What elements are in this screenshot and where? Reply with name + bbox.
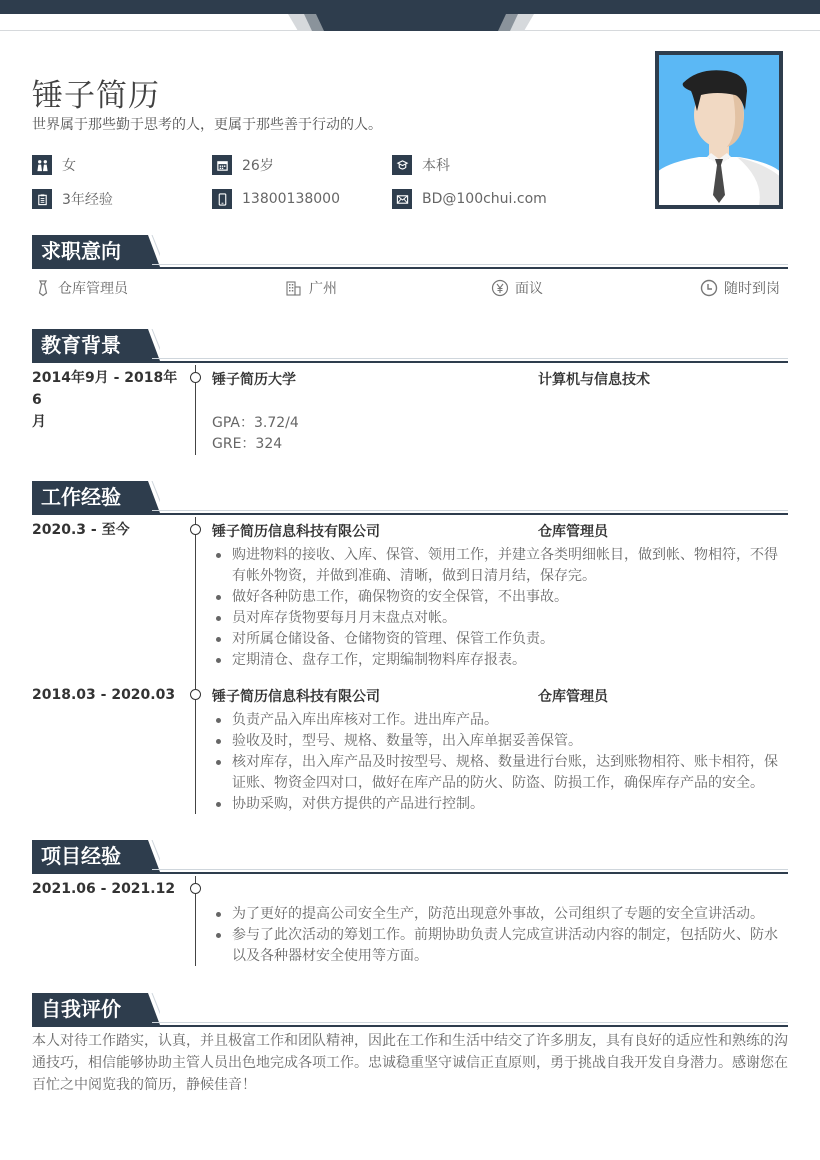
company-name: 锤子简历信息科技有限公司 (212, 689, 380, 705)
city-value: 广州 (309, 281, 337, 297)
timeline-dot (190, 372, 201, 383)
divider-dark (32, 1025, 788, 1027)
list-item: 定期清仓、盘存工作，定期编制物料库存报表。 (212, 650, 788, 671)
timeline-line (195, 517, 196, 814)
divider-light (152, 1022, 788, 1023)
graduation-cap-icon (392, 155, 412, 175)
project-date: 2021.06 - 2021.12 (32, 881, 176, 897)
section-title: 工作经验 (32, 481, 140, 513)
tab-slant (140, 235, 160, 267)
section-header-project (32, 840, 788, 876)
position-value: 仓库管理员 (58, 281, 128, 297)
divider-light (152, 869, 788, 870)
list-item: 员对库存货物要每月月末盘点对帐。 (212, 608, 788, 629)
list-item: 验收及时，型号、规格、数量等，出入库单据妥善保管。 (212, 731, 788, 752)
clipboard-icon (32, 189, 52, 209)
section-title: 项目经验 (32, 840, 140, 872)
list-item: 参与了此次活动的筹划工作。前期协助负责人完成宣讲活动内容的制定，包括防火、防水以及各种器材安全使用等方面。 (212, 925, 788, 967)
section-title: 自我评价 (32, 993, 140, 1025)
gre: GRE：324 (212, 436, 283, 452)
info-email (392, 189, 547, 209)
salary-value: 面议 (515, 281, 543, 297)
section-header-work (32, 481, 788, 517)
section-header-intent (32, 235, 788, 271)
degree-value: 本科 (422, 158, 450, 174)
divider-dark (32, 267, 788, 269)
timeline-dot (190, 524, 201, 535)
section-title: 求职意向 (32, 235, 140, 267)
resume-name: 锤子简历 (32, 78, 160, 114)
envelope-icon (392, 189, 412, 209)
list-item: 负责产品入库出库核对工作。进出库产品。 (212, 710, 788, 731)
yuan-icon (491, 279, 509, 297)
calendar-icon (212, 155, 232, 175)
profile-photo (655, 51, 783, 209)
list-item: 做好各种防患工作，确保物资的安全保管，不出事故。 (212, 587, 788, 608)
age-value: 26岁 (242, 158, 274, 174)
divider-light (152, 264, 788, 265)
work-duties-2 (212, 710, 788, 815)
school-name: 锤子简历大学 (212, 372, 296, 388)
job-role: 仓库管理员 (538, 689, 608, 705)
email-value: BD@100chui.com (422, 191, 547, 207)
divider-light (152, 358, 788, 359)
job-role: 仓库管理员 (538, 524, 608, 540)
major-name: 计算机与信息技术 (538, 372, 650, 388)
divider-dark (32, 361, 788, 363)
info-degree (392, 155, 450, 175)
timeline-dot (190, 689, 201, 700)
project-details (212, 904, 788, 967)
date-line-2: 月 (32, 414, 46, 430)
info-age (212, 155, 274, 175)
timeline-dot (190, 883, 201, 894)
gpa: GPA：3.72/4 (212, 415, 299, 431)
info-phone (212, 189, 340, 209)
work-duties-1 (212, 545, 788, 671)
tie-icon (34, 279, 52, 297)
intent-position (34, 278, 128, 298)
motto: 世界属于那些勤于思考的人，更属于那些善于行动的人。 (32, 117, 382, 133)
phone-icon (212, 189, 232, 209)
tab-slant (140, 840, 160, 872)
divider-dark (32, 513, 788, 515)
section-header-education (32, 329, 788, 365)
availability-value: 随时到岗 (724, 281, 780, 297)
list-item: 对所属仓储设备、仓储物资的管理、保管工作负责。 (212, 629, 788, 650)
work-date-1: 2020.3 - 至今 (32, 522, 130, 538)
intent-city (285, 278, 337, 298)
education-date (32, 367, 182, 433)
list-item: 购进物料的接收、入库、保管、领用工作，并建立各类明细帐目，做到帐、物相符，不得有帐外物资，并做到准确、清晰，做到日清月结，保存完。 (212, 545, 788, 587)
intent-salary (491, 278, 543, 298)
top-banner-tab (0, 0, 820, 32)
info-experience (32, 189, 113, 209)
tab-slant (140, 481, 160, 513)
work-date-2: 2018.03 - 2020.03 (32, 687, 176, 703)
experience-value: 3年经验 (62, 192, 113, 208)
phone-value: 13800138000 (242, 191, 340, 207)
clock-icon (700, 279, 718, 297)
list-item: 协助采购，对供方提供的产品进行控制。 (212, 794, 788, 815)
divider-dark (32, 872, 788, 874)
intent-availability (700, 278, 780, 298)
building-icon (285, 279, 303, 297)
list-item: 为了更好的提高公司安全生产，防范出现意外事故，公司组织了专题的安全宣讲活动。 (212, 904, 788, 925)
divider-light (152, 510, 788, 511)
section-title: 教育背景 (32, 329, 140, 361)
info-gender (32, 155, 76, 175)
tab-slant (140, 329, 160, 361)
company-name: 锤子简历信息科技有限公司 (212, 524, 380, 540)
list-item: 核对库存，出入库产品及时按型号、规格、数量进行台账，达到账物相符、账卡相符，保证账、物资金四对口，做好在库产品的防火、防盗、防损工作，确保库存产品的安全。 (212, 752, 788, 794)
gender-icon (32, 155, 52, 175)
section-header-self-eval (32, 993, 788, 1029)
tab-slant (140, 993, 160, 1025)
gender-value: 女 (62, 158, 76, 174)
date-line-1: 2014年9月 - 2018年6 (32, 370, 178, 408)
self-evaluation-text: 本人对待工作踏实，认真，并且极富工作和团队精神，因此在工作和生活中结交了许多朋友，具有良好的适应性和熟练的沟通技巧，相信能够协助主管人员出色地完成各项工作。忠诚稳重坚守诚信正直原则，勇于挑战自我开发自身潜力。感谢您在百忙之中阅览我的简历，静候佳音！ (32, 1033, 788, 1093)
